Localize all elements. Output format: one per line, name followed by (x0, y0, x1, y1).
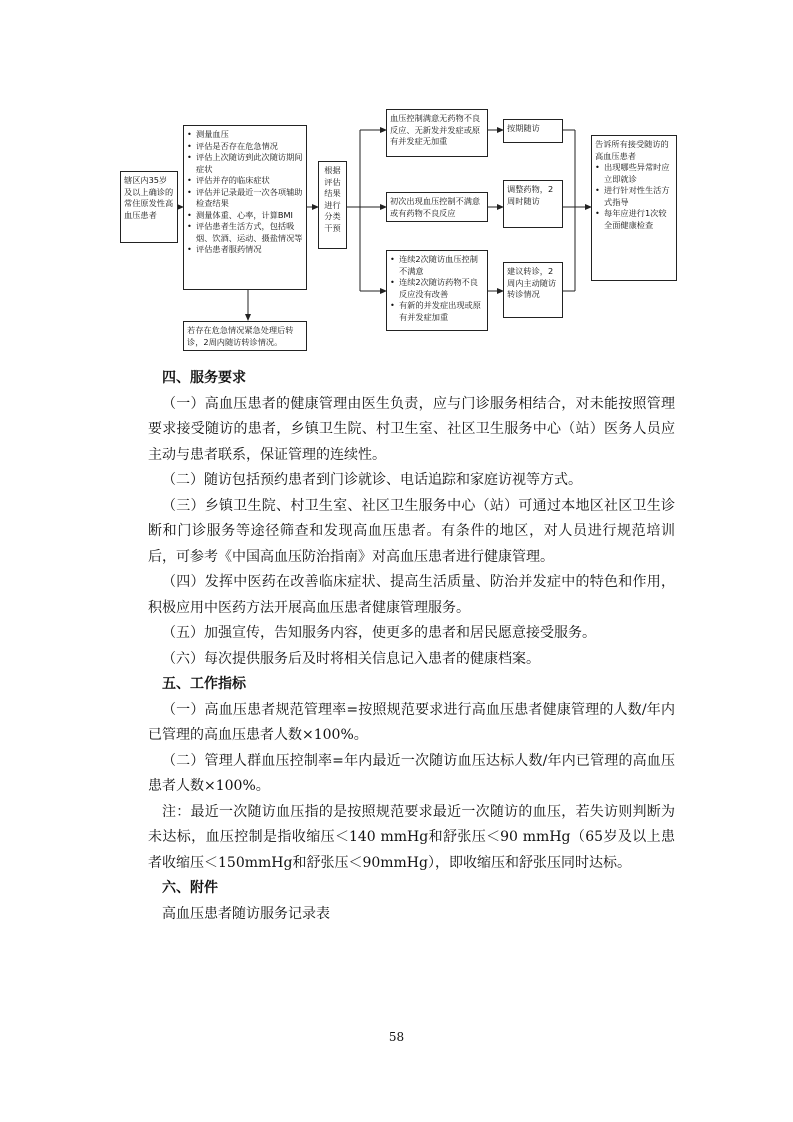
flow-cond2-text: 初次出现血压控制不满意或有药物不良反应 (390, 196, 481, 218)
flow-act1-box (503, 119, 563, 143)
flow-start-box (120, 171, 178, 243)
assess-list (187, 129, 303, 256)
assess-item: • 评估并存的临床症状 (187, 175, 303, 187)
assess-item: • 评估患者服药情况 (187, 244, 303, 256)
cond3-list (390, 254, 484, 323)
body-text (148, 366, 675, 927)
assess-item: • 评估上次随访到此次随访期间症状 (187, 152, 303, 175)
flow-emergency-box (183, 321, 307, 351)
flow-classify-box (318, 161, 347, 249)
cond3-item: • 连续2次随访药物不良反应没有改善 (390, 277, 484, 300)
s4-paragraph-3: （三）乡镇卫生院、村卫生室、社区卫生服务中心（站）可通过本地区社区卫生诊断和门诊服务等途径筛查和发现高血压患者。有条件的地区，对人员进行规范培训后，可参考《中国高血压防治指南》对高血压患者进行健康管理。 (148, 497, 675, 565)
flow-act1-text: 按期随访 (507, 123, 540, 133)
final-item: • 每年应进行1次较全面健康检查 (595, 208, 673, 231)
flow-cond1-box (386, 109, 488, 157)
flow-final-title: 告诉所有接受随访的高血压患者 (595, 139, 669, 161)
flow-start-text: 辖区内35岁及以上确诊的常住原发性高血压患者 (124, 175, 174, 220)
assess-item: • 评估并记录最近一次各项辅助检查结果 (187, 187, 303, 210)
final-list (595, 162, 673, 231)
flow-act2-text: 调整药物，2周时随访 (507, 184, 554, 206)
s4-paragraph-5: （五）加强宣传，告知服务内容，使更多的患者和居民愿意接受服务。 (162, 625, 596, 641)
assess-item: • 评估患者生活方式，包括吸烟、饮酒、运动、摄盐情况等 (187, 221, 303, 244)
assess-item: • 测量体重、心率，计算BMI (187, 210, 303, 222)
cond3-item: • 有新的并发症出现或原有并发症加重 (390, 300, 484, 323)
s4-paragraph-4: （四）发挥中医药在改善临床症状、提高生活质量、防治并发症中的特色和作用，积极应用中医药方法开展高血压患者健康管理服务。 (148, 574, 675, 616)
page-number: 58 (388, 1030, 405, 1044)
s5-paragraph-1: （一）高血压患者规范管理率=按照规范要求进行高血压患者健康管理的人数/年内已管理的高血压患者人数×100%。 (148, 701, 675, 743)
s6-attachment-item: 高血压患者随访服务记录表 (162, 905, 330, 922)
flow-final-box (591, 135, 677, 281)
flow-classify-text: 根据评估结果进行分类干预 (324, 165, 341, 233)
section-6-title: 六、附件 (162, 880, 218, 896)
s4-paragraph-2: （二）随访包括预约患者到门诊就诊、电话追踪和家庭访视等方式。 (162, 472, 582, 488)
section-5-title: 五、工作指标 (162, 676, 246, 692)
section-4-title: 四、服务要求 (162, 370, 246, 386)
flow-act2-box (503, 180, 563, 228)
assess-item: • 测量血压 (187, 129, 303, 141)
s4-paragraph-1: （一）高血压患者的健康管理由医生负责，应与门诊服务相结合，对未能按照管理要求接受随访的患者，乡镇卫生院、村卫生室、社区卫生服务中心（站）医务人员应主动与患者联系，保证管理的连续性。 (148, 395, 675, 463)
flow-emergency-text: 若存在危急情况紧急处理后转诊，2周内随访转诊情况。 (187, 325, 294, 347)
assess-item: • 评估是否存在危急情况 (187, 141, 303, 153)
flow-cond3-box (386, 250, 488, 331)
flow-cond1-text: 血压控制满意无药物不良反应、无新发并发症或原有并发症无加重 (390, 113, 481, 146)
flow-act3-text: 建议转诊，2周内主动随访转诊情况 (507, 266, 557, 299)
s5-note: 注：最近一次随访血压指的是按照规范要求最近一次随访的血压，若失访则判断为未达标，血压控制是指收缩压＜140 mmHg和舒张压＜90 mmHg（65岁及以上患者收缩压＜150mmHg和舒张压＜90mmHg），即收缩压和舒张压同时达标。 (148, 803, 675, 871)
s5-paragraph-2: （二）管理人群血压控制率=年内最近一次随访血压达标人数/年内已管理的高血压患者人数×100%。 (148, 752, 675, 794)
cond3-item: • 连续2次随访血压控制不满意 (390, 254, 484, 277)
final-item: • 出现哪些异常时应立即就诊 (595, 162, 673, 185)
final-item: • 进行针对性生活方式指导 (595, 185, 673, 208)
flow-assess-box (183, 125, 307, 290)
s4-paragraph-6: （六）每次提供服务后及时将相关信息记入患者的健康档案。 (162, 650, 540, 667)
flow-cond2-box (386, 192, 488, 222)
flow-act3-box (503, 262, 563, 318)
